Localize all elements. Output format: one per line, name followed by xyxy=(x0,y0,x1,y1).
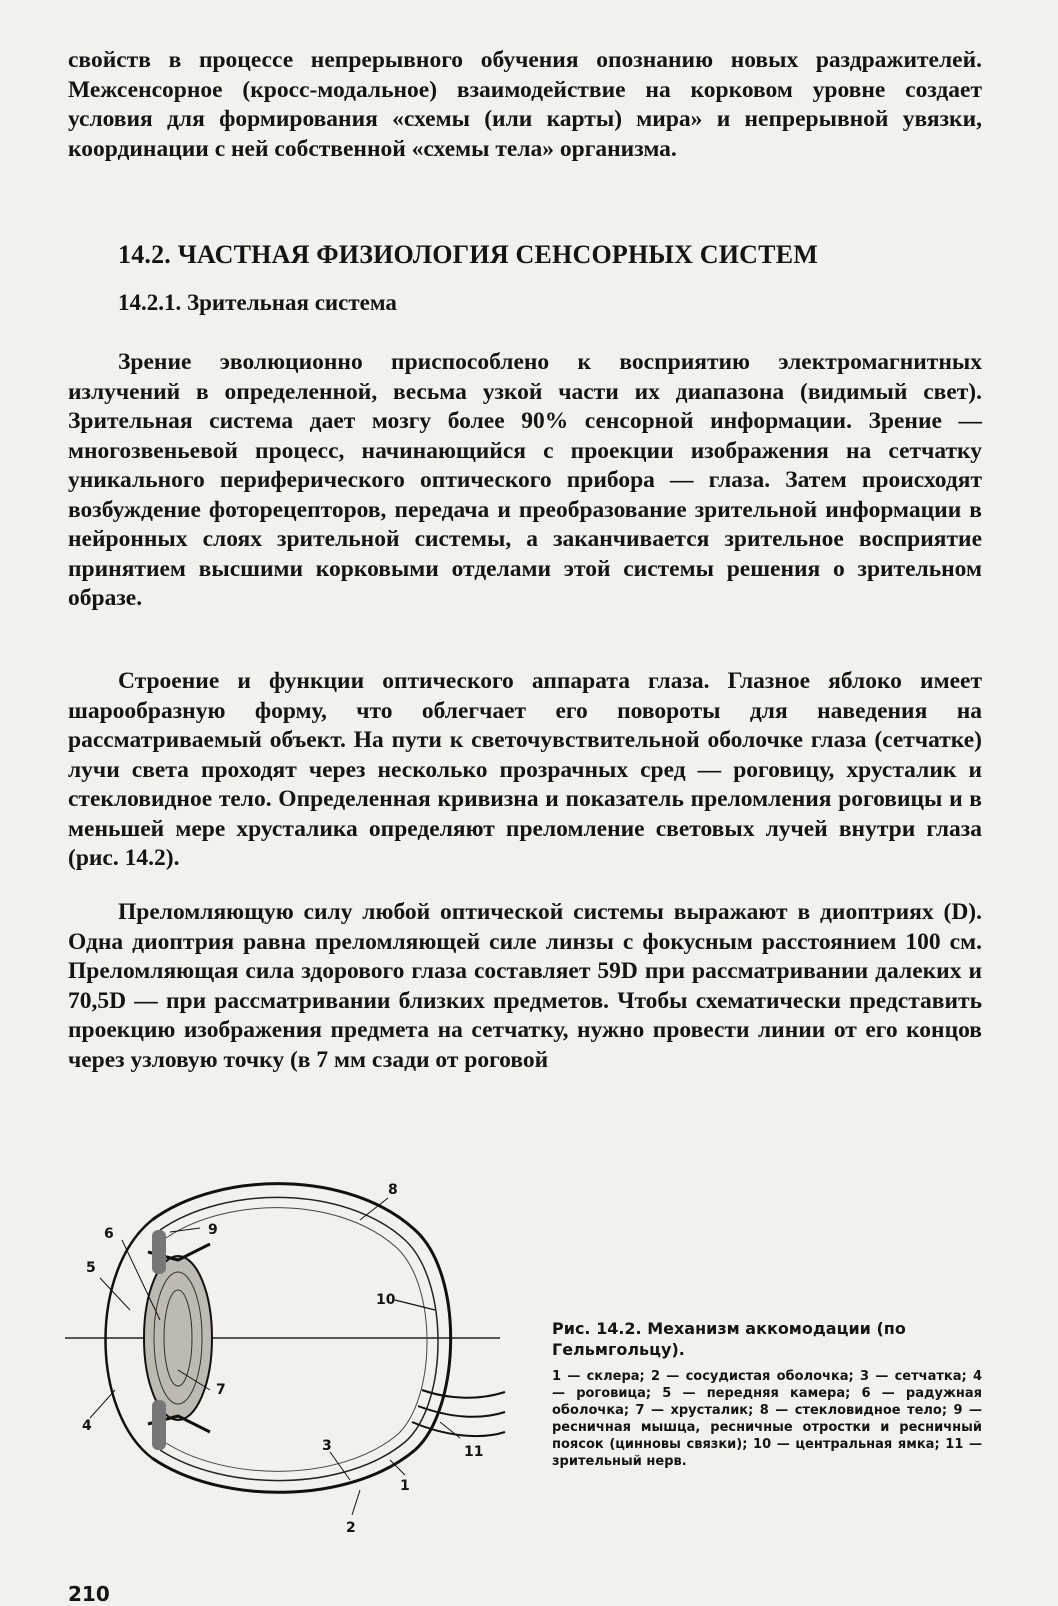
caption-title: Рис. 14.2. Механизм аккомодации (по Гельмгольцу). xyxy=(552,1319,906,1359)
leader-4 xyxy=(90,1390,115,1418)
paragraph-diopters: Преломляющую силу любой оптической системы выражают в диоптриях (D). Одна диоптрия равна преломляющей силе линзы с фокусным расстоянием 100 см. Преломляющая сила здорового глаза составляет 59D при рассматривании далеких и 70,5D — при рассматривании близких предметов. Чтобы схематически представить проекцию изображения предмета на сетчатку, нужно провести линии от его концов через узловую точку (в 7 мм сзади от роговой xyxy=(68,899,982,1073)
figure-caption xyxy=(552,1318,982,1470)
paragraph-lead: Строение и функции оптического аппарата глаза. xyxy=(118,668,710,694)
leader-3 xyxy=(330,1452,350,1480)
caption-legend: 1 — склера; 2 — сосудистая оболочка; 3 — сетчатка; 4 — роговица; 5 — передняя камера; 6 — радужная оболочка; 7 — хрусталик; 8 — стекловидное тело; 9 — ресничная мышца, ресничные отростки и ресничный поясок (цинновы связки); 10 — центральная ямка; 11 — зрительный нерв. xyxy=(552,1369,982,1469)
optic-nerve-line-3 xyxy=(412,1422,505,1436)
label-7: 7 xyxy=(216,1382,226,1398)
label-3: 3 xyxy=(322,1438,332,1454)
label-9: 9 xyxy=(208,1222,218,1238)
optic-nerve-line-2 xyxy=(418,1406,505,1417)
leader-2 xyxy=(352,1490,360,1515)
label-11: 11 xyxy=(464,1444,484,1460)
leader-11 xyxy=(440,1422,460,1438)
page-number: 210 xyxy=(68,1582,110,1606)
fovea-pointer xyxy=(395,1300,435,1310)
label-6: 6 xyxy=(104,1226,114,1242)
ciliary-muscle-upper xyxy=(152,1230,166,1274)
paragraph-intro: свойств в процессе непрерывного обучения опознанию новых раздражителей. Межсенсорное (кросс-модальное) взаимодействие на корковом уровне создает условия для формирования «схемы (или карты) мира» и непрерывной увязки, координации с ней собственной «схемы тела» организма. xyxy=(68,47,982,162)
leader-5 xyxy=(100,1278,130,1310)
eye-diagram-figure xyxy=(60,1160,530,1550)
label-8: 8 xyxy=(388,1182,398,1198)
label-1: 1 xyxy=(400,1478,410,1494)
section-title: 14.2. ЧАСТНАЯ ФИЗИОЛОГИЯ СЕНСОРНЫХ СИСТЕМ xyxy=(118,240,818,269)
label-4: 4 xyxy=(82,1418,92,1434)
paragraph-vision: Зрение эволюционно приспособлено к восприятию электромагнитных излучений в определенной, весьма узкой части их диапазона (видимый свет). Зрительная система дает мозгу более 90% сенсорной информации. Зрение — многозвеньевой процесс, начинающийся с проекции изображения на сетчатку уникального периферического оптического прибора — глаза. Затем происходят возбуждение фоторецепторов, передача и преобразование зрительной информации в нейронных слоях зрительной системы, а заканчивается зрительное восприятие принятием высшими корковыми отделами этой системы решения о зрительном образе. xyxy=(68,349,982,611)
label-10: 10 xyxy=(376,1292,396,1308)
subsection-title: 14.2.1. Зрительная система xyxy=(118,290,397,315)
optic-nerve-line-1 xyxy=(422,1390,505,1398)
paragraph-optics xyxy=(68,667,982,874)
ciliary-muscle-lower xyxy=(152,1400,166,1450)
label-5: 5 xyxy=(86,1260,96,1276)
leader-9 xyxy=(170,1228,200,1232)
paragraph-optics-body: Глазное яблоко имеет шарообразную форму, что облегчает его повороты для наведения на рассматриваемый объект. На пути к светочувствительной оболочке глаза (сетчатке) лучи света проходят через несколько прозрачных сред — роговицу, хрусталик и стекловидное тело. Определенная кривизна и показатель преломления роговицы и в меньшей мере хрусталика определяют преломление световых лучей внутри глаза (рис. 14.2). xyxy=(68,668,982,871)
label-2: 2 xyxy=(346,1520,356,1536)
eye-diagram xyxy=(60,1160,530,1550)
